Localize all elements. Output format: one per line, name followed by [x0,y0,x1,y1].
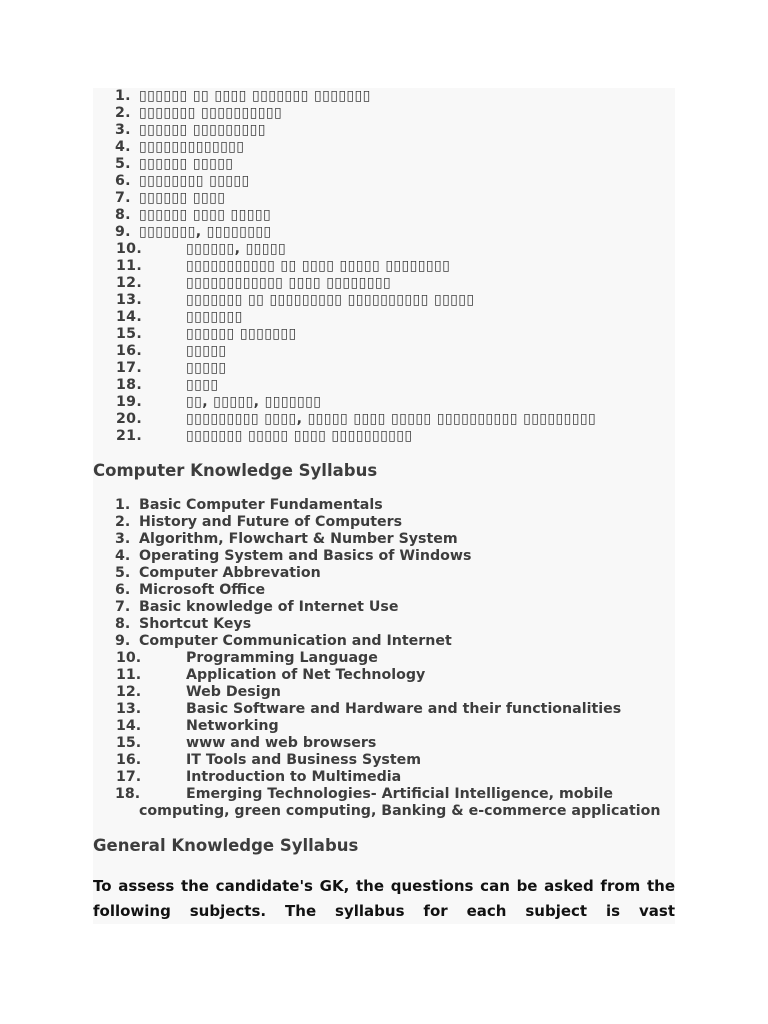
list-item [93,258,675,275]
list-item [93,275,675,292]
list-item [93,241,675,258]
list-item [93,599,675,616]
list-item [93,633,675,650]
list-item [93,292,675,309]
list-item-text: www and web browsers [186,735,377,751]
list-item-text: ▯▯▯▯▯▯ ▯▯▯▯▯ [139,156,234,172]
list-item [93,411,675,428]
list-item-text: ▯▯▯▯▯▯ ▯▯▯▯▯▯▯▯▯ [139,122,266,138]
list-item-number: 21. [116,428,143,444]
list-item [93,343,675,360]
list-item-number: 4. [115,139,131,155]
list-item [93,326,675,343]
list-item-text: ▯▯▯▯▯▯▯ ▯▯ ▯▯▯▯▯▯▯▯▯ ▯▯▯▯▯▯▯▯▯▯ ▯▯▯▯▯ [186,292,475,308]
computer-knowledge-heading: Computer Knowledge Syllabus [93,461,378,480]
list-item-text: Programming Language [186,650,378,666]
list-item-number: 7. [115,599,131,615]
list-item-text: ▯▯▯▯▯▯▯ ▯▯▯▯▯▯▯▯▯▯ [139,105,283,121]
list-item-number: 12. [116,684,142,700]
list-item [93,173,675,190]
list-item-number: 13. [116,701,142,717]
list-item-text: ▯▯▯▯▯▯▯ [186,309,243,325]
list-item-text: ▯▯, ▯▯▯▯▯, ▯▯▯▯▯▯▯ [186,394,322,410]
computer-syllabus-list [93,497,675,820]
list-item-text: Basic knowledge of Internet Use [139,599,399,615]
gk-heading-block [93,820,675,874]
list-item-number: 7. [115,190,131,206]
list-item [93,156,675,173]
list-item-text: Computer Communication and Internet [139,633,452,649]
list-item [93,752,675,769]
list-item [93,582,675,599]
list-item-text: Emerging Technologies- Artificial Intelligence, mobile computing, green computing, Banking & e-commerce application [139,786,661,819]
list-item-text: Basic Computer Fundamentals [139,497,383,513]
list-item [93,565,675,582]
list-item-number: 16. [116,343,143,359]
list-item-number: 10. [116,241,143,257]
computer-syllabus-block [93,497,675,820]
list-item-text: Introduction to Multimedia [186,769,402,785]
list-item [93,650,675,667]
list-item-number: 5. [115,156,131,172]
list-item-number: 3. [115,531,131,547]
gk-paragraph-block [93,874,675,924]
list-item-text: Basic Software and Hardware and their functionalities [186,701,622,717]
list-item [93,548,675,565]
list-item-text: Operating System and Basics of Windows [139,548,472,564]
list-item-number: 17. [116,769,142,785]
list-item [93,786,675,820]
list-item-number: 14. [116,309,143,325]
list-item-number: 5. [115,565,131,581]
list-item [93,377,675,394]
list-item [93,190,675,207]
list-item-number: 15. [116,735,142,751]
list-item-number: 2. [115,105,131,121]
list-item [93,105,675,122]
list-item [93,667,675,684]
list-item-text: ▯▯▯▯▯▯▯▯▯▯▯▯ ▯▯▯▯ ▯▯▯▯▯▯▯▯ [186,275,392,291]
list-item [93,616,675,633]
list-item-number: 10. [116,650,142,666]
list-item [93,735,675,752]
list-item-text: ▯▯▯▯▯▯ ▯▯ ▯▯▯▯ ▯▯▯▯▯▯▯ ▯▯▯▯▯▯▯ [139,88,371,104]
list-item [93,122,675,139]
list-item-number: 9. [115,633,131,649]
list-item-text: ▯▯▯▯▯▯▯, ▯▯▯▯▯▯▯▯ [139,224,272,240]
list-item-text: ▯▯▯▯▯▯▯▯▯▯▯▯▯ [139,139,245,155]
list-item-number: 4. [115,548,131,564]
general-knowledge-heading: General Knowledge Syllabus [93,836,359,855]
list-item-number: 9. [115,224,131,240]
list-item [93,88,675,105]
list-item [93,701,675,718]
list-item [93,497,675,514]
list-item-number: 1. [115,497,131,513]
computer-heading-block [93,445,675,497]
list-item-text: ▯▯▯▯▯▯▯▯ ▯▯▯▯▯ [139,173,250,189]
list-item-number: 19. [116,394,143,410]
list-item-number: 11. [116,258,143,274]
list-item-text: Shortcut Keys [139,616,252,632]
list-item-text: Web Design [186,684,281,700]
list-item-number: 14. [116,718,142,734]
list-item-number: 8. [115,616,131,632]
list-item-number: 3. [115,122,131,138]
list-item-text: Networking [186,718,279,734]
list-item-text: ▯▯▯▯▯▯▯▯▯▯▯ ▯▯ ▯▯▯▯ ▯▯▯▯▯ ▯▯▯▯▯▯▯▯ [186,258,451,274]
gk-intro-paragraph: To assess the candidate's GK, the questions can be asked from the following subjects. The syllabus for each subject is vast [93,877,675,920]
list-item [93,309,675,326]
list-item-text: ▯▯▯▯▯ [186,343,227,359]
list-item [93,718,675,735]
list-item-text: ▯▯▯▯ [186,377,219,393]
list-item-number: 15. [116,326,143,342]
document-page [93,88,675,924]
list-item-number: 18. [116,377,143,393]
list-item-text: ▯▯▯▯▯▯, ▯▯▯▯▯ [186,241,287,257]
list-item-number: 11. [116,667,142,683]
list-item [93,139,675,156]
list-item [93,224,675,241]
hindi-syllabus-block [93,88,675,445]
list-item-number: 16. [116,752,142,768]
list-item-number: 8. [115,207,131,223]
list-item-number: 12. [116,275,143,291]
list-item-number: 17. [116,360,143,376]
list-item-number: 2. [115,514,131,530]
list-item [93,684,675,701]
list-item-text: Application of Net Technology [186,667,426,683]
list-item-text: ▯▯▯▯▯ [186,360,227,376]
list-item-number: 1. [115,88,131,104]
list-item-number: 20. [116,411,143,427]
list-item [93,514,675,531]
list-item [93,360,675,377]
list-item [93,769,675,786]
hindi-syllabus-list [93,88,675,445]
list-item-number: 13. [116,292,143,308]
list-item [93,394,675,411]
list-item-text: ▯▯▯▯▯▯▯▯▯ ▯▯▯▯, ▯▯▯▯▯ ▯▯▯▯ ▯▯▯▯▯ ▯▯▯▯▯▯▯▯▯▯ ▯▯▯▯▯▯▯▯▯ [186,411,597,427]
list-item [93,531,675,548]
list-item-text: ▯▯▯▯▯▯ ▯▯▯▯ [139,190,226,206]
list-item [93,428,675,445]
list-item-text: Microsoft Office [139,582,266,598]
list-item-text: Algorithm, Flowchart & Number System [139,531,458,547]
list-item-number: 6. [115,173,131,189]
list-item-text: History and Future of Computers [139,514,403,530]
list-item-number: 18. [115,786,141,802]
list-item-text: ▯▯▯▯▯▯ ▯▯▯▯ ▯▯▯▯▯ [139,207,272,223]
list-item [93,207,675,224]
list-item-text: ▯▯▯▯▯▯▯ ▯▯▯▯▯ ▯▯▯▯ ▯▯▯▯▯▯▯▯▯▯ [186,428,413,444]
list-item-text: Computer Abbrevation [139,565,321,581]
list-item-text: ▯▯▯▯▯▯ ▯▯▯▯▯▯▯ [186,326,297,342]
list-item-number: 6. [115,582,131,598]
list-item-text: IT Tools and Business System [186,752,422,768]
